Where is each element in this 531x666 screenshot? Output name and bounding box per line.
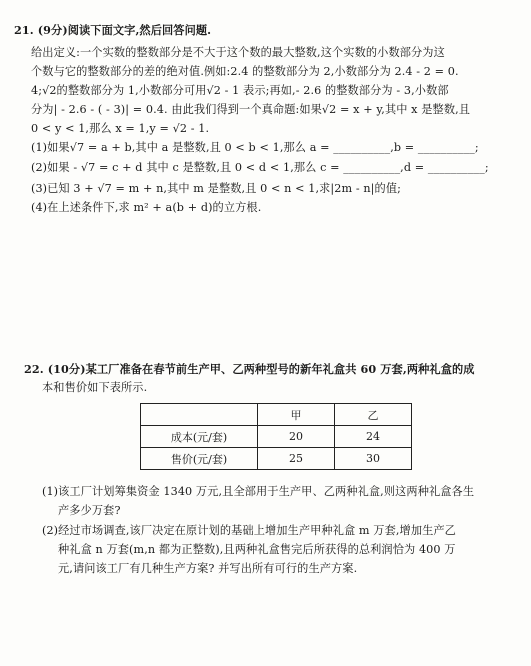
- table-cell: 售价(元/套): [141, 448, 258, 470]
- table-cell: 成本(元/套): [141, 426, 258, 448]
- table-header-cell: 乙: [335, 404, 412, 426]
- q22-title: 22. (10分)某工厂准备在春节前生产甲、乙两种型号的新年礼盒共 60 万套,两种礼盒的成: [24, 362, 475, 376]
- table-header-cell: [141, 404, 258, 426]
- q21-line-5: 0 < y < 1,那么 x = 1,y = √2 - 1.: [31, 122, 210, 135]
- table-cell: 24: [335, 426, 412, 448]
- table-header-row: [141, 404, 412, 426]
- q22-part-1-line-1: (1)该工厂计划筹集资金 1340 万元,且全部用于生产甲、乙两种礼盒,则这两种礼盒各生: [42, 485, 475, 498]
- q22-part-1-line-2: 产多少万套?: [58, 504, 121, 517]
- q22-part-2-line-3: 元,请问该工厂有几种生产方案? 并写出所有可行的生产方案.: [58, 562, 358, 575]
- table-header-cell: 甲: [258, 404, 335, 426]
- table-cell: 20: [258, 426, 335, 448]
- q21-line-1: 给出定义:一个实数的整数部分是不大于这个数的最大整数,这个实数的小数部分为这: [31, 46, 445, 59]
- table-cell: 30: [335, 448, 412, 470]
- q21-part-3: (3)已知 3 + √7 = m + n,其中 m 是整数,且 0 < n < 1,求|2m - n|的值;: [31, 182, 401, 195]
- q21-line-3: 4;√2的整数部分为 1,小数部分可用√2 - 1 表示;再如,- 2.6 的整数部分为 - 3,小数部: [31, 84, 449, 97]
- q21-line-4: 分为| - 2.6 - ( - 3)| = 0.4. 由此我们得到一个真命题:如果√2 = x + y,其中 x 是整数,且: [31, 103, 471, 116]
- q21-part-1: (1)如果√7 = a + b,其中 a 是整数,且 0 < b < 1,那么 a = __________,b = __________;: [31, 141, 479, 154]
- table-row: [141, 426, 412, 448]
- table-cell: 25: [258, 448, 335, 470]
- q21-part-2: (2)如果 - √7 = c + d 其中 c 是整数,且 0 < d < 1,那么 c = __________,d = __________;: [31, 161, 489, 174]
- q22-title-cont: 本和售价如下表所示.: [42, 381, 148, 394]
- table-row: [141, 448, 412, 470]
- q21-part-4: (4)在上述条件下,求 m² + a(b + d)的立方根.: [31, 201, 262, 214]
- q21-line-2: 个数与它的整数部分的差的绝对值.例如:2.4 的整数部分为 2,小数部分为 2.4 - 2 = 0.: [31, 65, 459, 78]
- q21-title: 21. (9分)阅读下面文字,然后回答问题.: [14, 23, 212, 37]
- q22-part-2-line-2: 种礼盒 n 万套(m,n 都为正整数),且两种礼盒售完后所获得的总利润恰为 400 万: [58, 543, 456, 556]
- price-table: [140, 403, 412, 470]
- q22-part-2-line-1: (2)经过市场调查,该厂决定在原计划的基础上增加生产甲种礼盒 m 万套,增加生产乙: [42, 524, 456, 537]
